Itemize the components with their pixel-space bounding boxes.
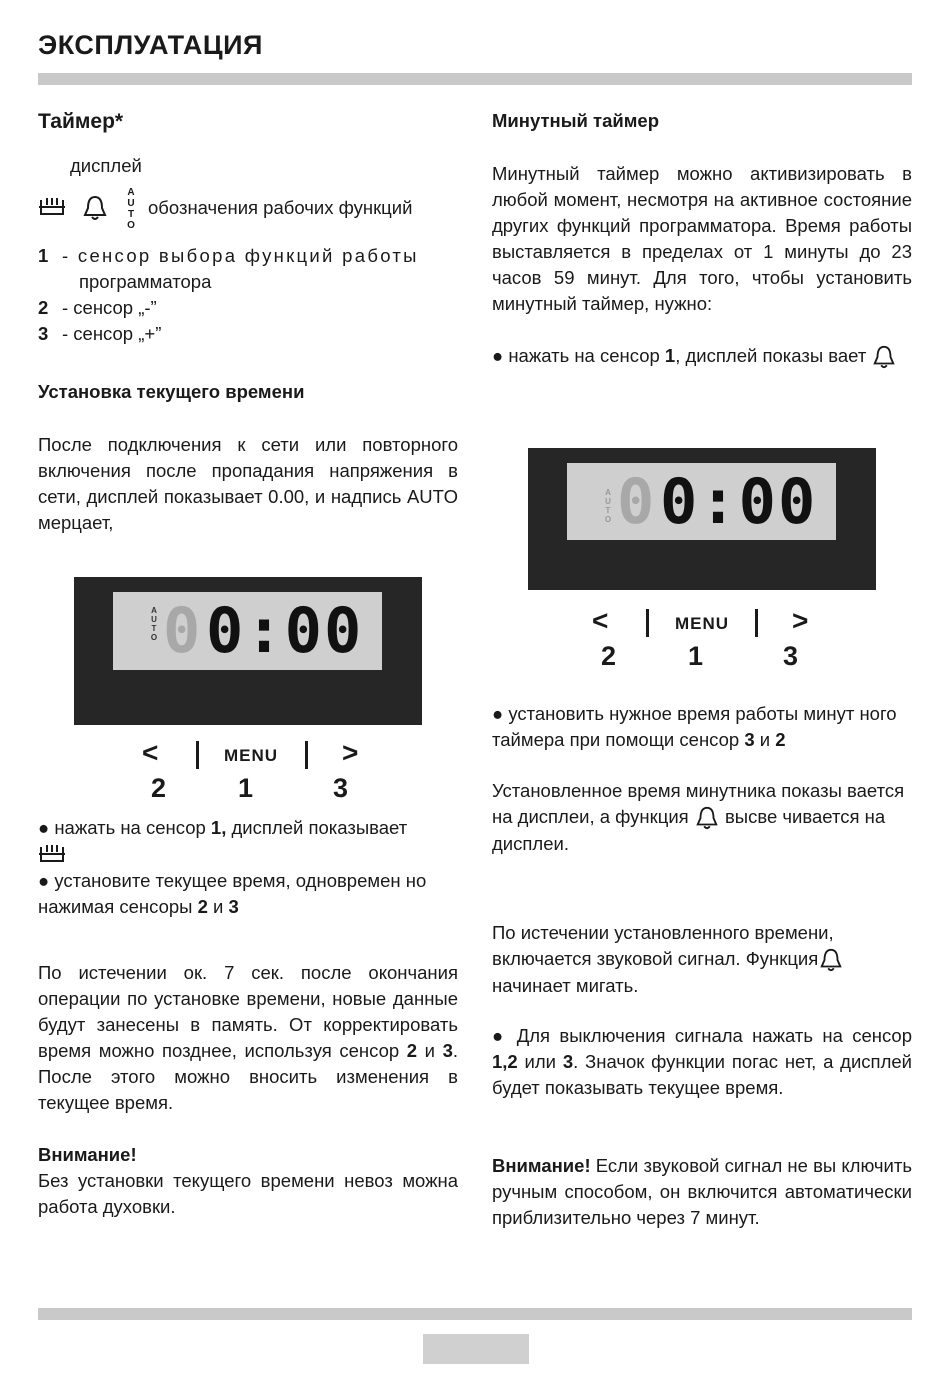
legend-item-1: 1 - сенсор выбора функций работы — [38, 245, 419, 266]
lcd-screen — [567, 463, 836, 540]
left-paragraph-2: По истечении ок. 7 сек. после окончания операции по установке времени, новые данные будут занесены в память. От корректировать время можно позднее, используя сенсор 2 и 3. После этого можно вносить изменения в текущее время. — [38, 962, 458, 1113]
page-number-box — [423, 1334, 529, 1364]
warning-text: Без установки текущего времени невоз можна работа духовки. — [38, 1170, 458, 1217]
display-label: дисплей — [70, 155, 142, 176]
label-1: 1 — [238, 773, 254, 803]
symbols-row — [38, 188, 468, 232]
label-3: 3 — [783, 641, 799, 671]
bell-icon — [82, 194, 108, 222]
bell-icon — [871, 344, 897, 370]
label-2: 2 — [601, 641, 617, 671]
legend-item-1-cont: программатора — [79, 271, 212, 292]
separator — [755, 609, 758, 637]
separator — [646, 609, 649, 637]
plus-sensor[interactable]: > — [342, 737, 359, 768]
bell-icon — [694, 805, 720, 831]
top-divider — [38, 73, 912, 85]
menu-sensor[interactable]: MENU — [675, 614, 730, 633]
separator — [196, 741, 199, 769]
bullet-1-right: ● нажать на сенсор 1, дисплей показы вает — [492, 343, 912, 370]
ghost-digit: 0 — [617, 465, 655, 538]
warning-title: Внимание! — [492, 1155, 591, 1176]
plus-sensor[interactable]: > — [792, 605, 809, 636]
lcd-screen — [113, 592, 382, 670]
label-2: 2 — [151, 773, 167, 803]
oven-icon — [38, 843, 66, 865]
minute-timer-paragraph: Минутный таймер можно активизировать в любой момент, несмотря на активное состояние других функций программатора. Время работы выставляется в пределах от 1 минуты до 23 часов 59 минут. Для того, чтобы установить минутный таймер, нужно: — [492, 163, 912, 314]
label-1: 1 — [688, 641, 704, 671]
set-time-heading: Установка текущего времени — [38, 381, 305, 402]
menu-sensor[interactable]: MENU — [224, 746, 279, 765]
right-warning — [492, 1153, 912, 1231]
bell-icon — [818, 947, 844, 973]
right-paragraph-3: По истечении установленного времени, включается звуковой сигнал. Функция начинает мигать. — [492, 920, 912, 999]
timer-heading: Таймер* — [38, 110, 124, 133]
control-row-left — [74, 735, 422, 805]
bullet-2-right: ● установить нужное время работы минут ного таймера при помощи сенсор 3 и 2 — [492, 703, 897, 750]
bullet-1-left: ● нажать на сенсор 1, дисплей показывает — [38, 815, 458, 865]
label-3: 3 — [333, 773, 349, 803]
control-row-right — [528, 603, 876, 673]
right-paragraph-2: Установленное время минутника показы вается на дисплеи, а функция высве чивается на дисплеи. — [492, 780, 905, 855]
lcd-panel-left — [74, 577, 422, 725]
page-title: ЭКСПЛУАТАЦИЯ — [38, 30, 263, 60]
left-warning — [38, 1142, 458, 1220]
set-time-paragraph: После подключения к сети или повторного включения после пропадания напряжения в сети, дисплей показывает 0.00, и надпись AUTO мерцает, — [38, 434, 458, 533]
minus-sensor[interactable]: < — [592, 605, 609, 636]
bullet-2-left: ● установите текущее время, одновремен но нажимая сенсоры 2 и 3 — [38, 870, 427, 917]
separator — [305, 741, 308, 769]
auto-indicator-dim: A U T O — [604, 488, 612, 524]
warning-title: Внимание! — [38, 1144, 137, 1165]
time-display: 0:00 — [660, 465, 818, 538]
bottom-divider — [38, 1308, 912, 1320]
auto-indicator: A U T O — [150, 606, 158, 642]
minus-sensor[interactable]: < — [142, 737, 159, 768]
time-display: 0:00 — [206, 594, 364, 667]
bullet-3-right: ● Для выключения сигнала нажать на сенсор 1,2 или 3. Значок функции погас нет, а дисплей будет показывать текущее время. — [492, 1025, 912, 1098]
ghost-digit: 0 — [163, 594, 201, 667]
legend-item-2: 2 - сенсор „-” — [38, 297, 157, 318]
lcd-panel-right — [528, 448, 876, 590]
auto-icon: A U T O — [127, 187, 135, 231]
symbols-text: обозначения рабочих функций — [148, 197, 413, 218]
minute-timer-heading: Минутный таймер — [492, 110, 660, 131]
legend-item-3: 3 - сенсор „+” — [38, 323, 162, 344]
oven-icon — [38, 196, 66, 218]
legend-list — [38, 243, 458, 347]
warning-text: Если звуковой сигнал не вы ключить ручным способом, он включится автоматически приблизительно через 7 минут. — [492, 1155, 912, 1228]
